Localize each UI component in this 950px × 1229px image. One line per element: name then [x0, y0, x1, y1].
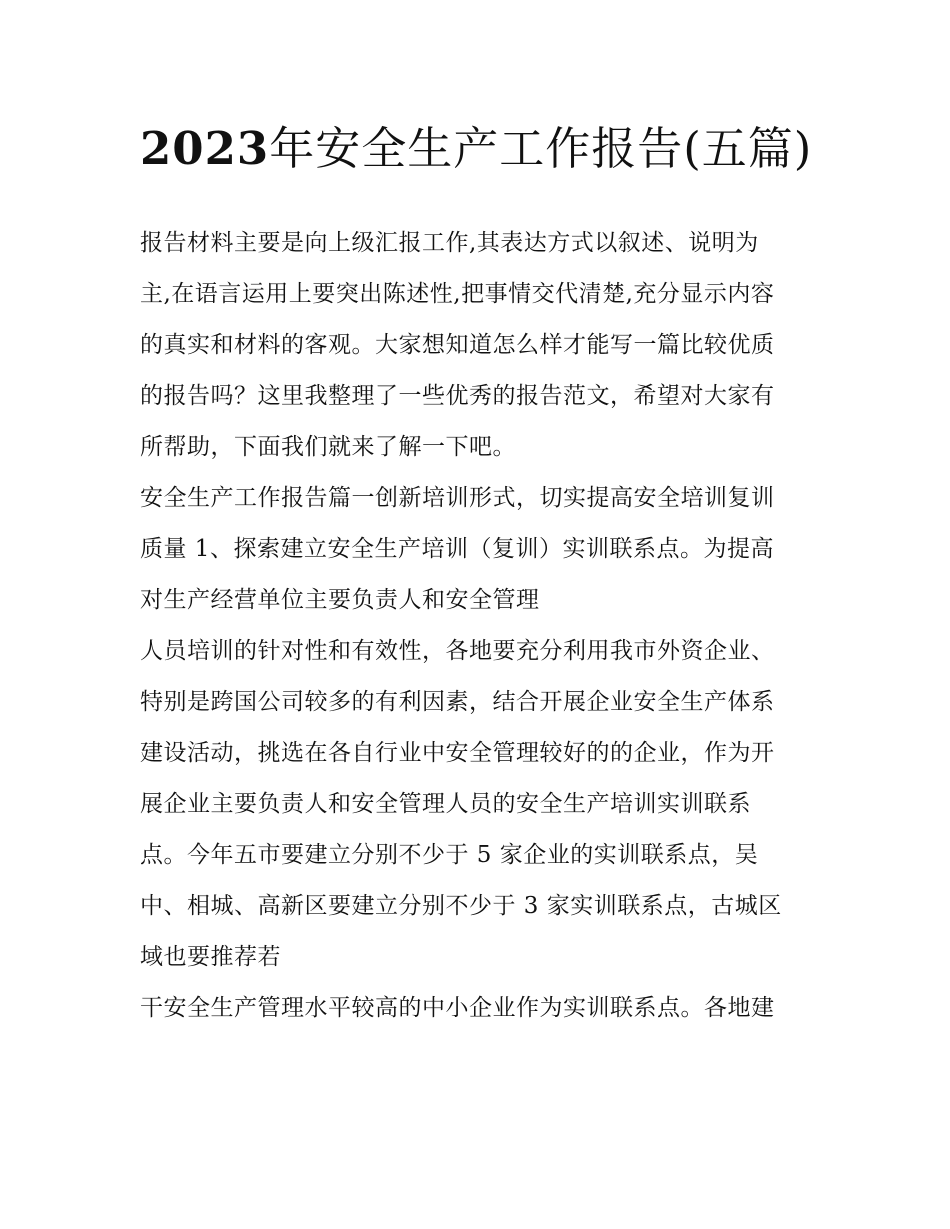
text-line: 中、相城、高新区要建立分别不少于 3 家实训联系点，古城区 — [140, 893, 782, 919]
text-line: 特别是跨国公司较多的有利因素，结合开展企业安全生产体系 — [140, 689, 775, 715]
text-line: 人员培训的针对性和有效性，各地要充分利用我市外资企业、 — [140, 638, 775, 664]
text-line: 所帮助，下面我们就来了解一下吧。 — [140, 434, 516, 460]
text-line: 建设活动，挑选在各自行业中安全管理较好的的企业，作为开 — [140, 740, 775, 766]
text-line: 展企业主要负责人和安全管理人员的安全生产培训实训联系 — [140, 791, 751, 817]
text-line: 点。今年五市要建立分别不少于 5 家企业的实训联系点，吴 — [140, 842, 759, 868]
document-body — [140, 218, 815, 1034]
text-line: 域也要推荐若 — [140, 944, 281, 970]
text-line: 报告材料主要是向上级汇报工作,其表达方式以叙述、说明为 — [140, 230, 759, 256]
text-line: 安全生产工作报告篇一创新培训形式，切实提高安全培训复训 — [140, 485, 775, 511]
text-line: 对生产经营单位主要负责人和安全管理 — [140, 587, 540, 613]
title-year: 2023 — [140, 122, 270, 175]
document-page — [140, 110, 815, 1034]
text-line: 的报告吗？这里我整理了一些优秀的报告范文，希望对大家有 — [140, 383, 775, 409]
text-line: 质量 1、探索建立安全生产培训（复训）实训联系点。为提高 — [140, 536, 774, 562]
text-line: 的真实和材料的客观。大家想知道怎么样才能写一篇比较优质 — [140, 332, 775, 358]
title-text: 年安全生产工作报告(五篇) — [269, 122, 813, 175]
text-line: 干安全生产管理水平较高的中小企业作为实训联系点。各地建 — [140, 995, 775, 1021]
document-title — [140, 110, 815, 188]
text-line: 主,在语言运用上要突出陈述性,把事情交代清楚,充分显示内容 — [140, 281, 775, 307]
